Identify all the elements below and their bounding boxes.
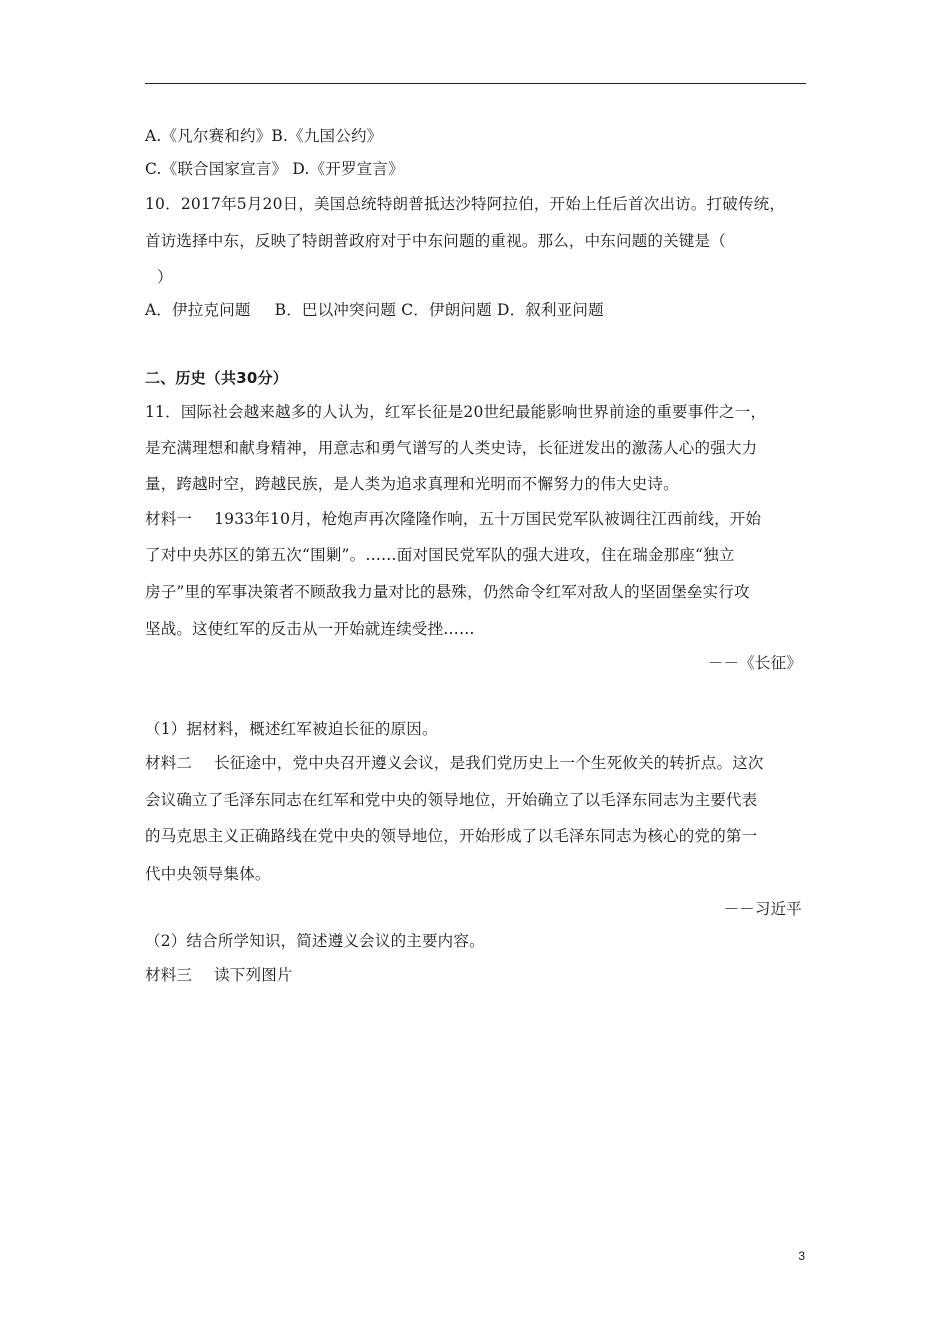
material-3-label: 材料三 — [145, 966, 193, 984]
material-1-source: －－《长征》 — [707, 654, 802, 672]
header-rule — [145, 83, 806, 84]
sub-question-2: （2）结合所学知识，简述遵义会议的主要内容。 — [145, 932, 485, 950]
material-2-line1 — [145, 753, 764, 773]
q10-option-b: B．巴以冲突问题 — [274, 301, 397, 319]
material-1-line2: 了对中央苏区的第五次“围剿”。……面对国民党军队的强大进攻，住在瑞金那座“独立 — [145, 546, 735, 564]
material-1-label: 材料一 — [145, 510, 193, 528]
q11-intro-line3: 量，跨越时空，跨越民族，是人类为追求真理和光明而不懈努力的伟大史诗。 — [145, 475, 679, 493]
material-2-line3: 的马克思主义正确路线在党中央的领导地位，开始形成了以毛泽东同志为核心的党的第一 — [145, 827, 758, 845]
material-3-text: 读下列图片 — [214, 966, 293, 984]
material-3-line — [145, 965, 293, 985]
q10-line2: 首访选择中东，反映了特朗普政府对于中东问题的重视。那么，中东问题的关键是（ — [145, 232, 726, 250]
page-number: 3 — [798, 1249, 805, 1263]
q10-line1: 10．2017年5月20日，美国总统特朗普抵达沙特阿拉伯，开始上任后首次出访。打破传统， — [145, 195, 786, 213]
q11-intro-line1: 11．国际社会越来越多的人认为，红军长征是20世纪最能影响世界前途的重要事件之一， — [145, 403, 767, 421]
material-2-source: －－习近平 — [723, 900, 802, 918]
q10-option-a: A．伊拉克问题 — [145, 301, 251, 319]
section-2-title: 二、历史（共30分） — [145, 369, 288, 387]
q10-options — [145, 300, 604, 320]
q11-intro-line2: 是充满理想和献身精神，用意志和勇气谱写的人类史诗，长征迸发出的激荡人心的强大力 — [145, 439, 758, 457]
q10-line3: ） — [157, 268, 173, 286]
material-1-line3: 房子”里的军事决策者不顾敌我力量对比的悬殊，仍然命令红军对敌人的坚固堡垒实行攻 — [145, 583, 750, 601]
material-1-line4: 坚战。这使红军的反击从一开始就连续受挫…… — [145, 620, 475, 638]
q10-option-c: C．伊朗问题 — [401, 301, 492, 319]
q9-options-line2: C.《联合国家宣言》 D.《开罗宣言》 — [145, 160, 404, 178]
material-1-line1 — [145, 509, 761, 529]
q9-options-line1: A.《凡尔赛和约》B.《九国公约》 — [145, 127, 383, 145]
material-1-text: 1933年10月，枪炮声再次隆隆作响，五十万国民党军队被调往江西前线，开始 — [214, 510, 762, 528]
sub-question-1: （1）据材料，概述红军被迫长征的原因。 — [145, 720, 438, 738]
material-2-text: 长征途中，党中央召开遵义会议，是我们党历史上一个生死攸关的转折点。这次 — [214, 754, 764, 772]
material-2-line2: 会议确立了毛泽东同志在红军和党中央的领导地位，开始确立了以毛泽东同志为主要代表 — [145, 791, 758, 809]
material-2-label: 材料二 — [145, 754, 193, 772]
material-2-line4: 代中央领导集体。 — [145, 865, 271, 883]
q10-option-d: D．叙利亚问题 — [496, 301, 604, 319]
